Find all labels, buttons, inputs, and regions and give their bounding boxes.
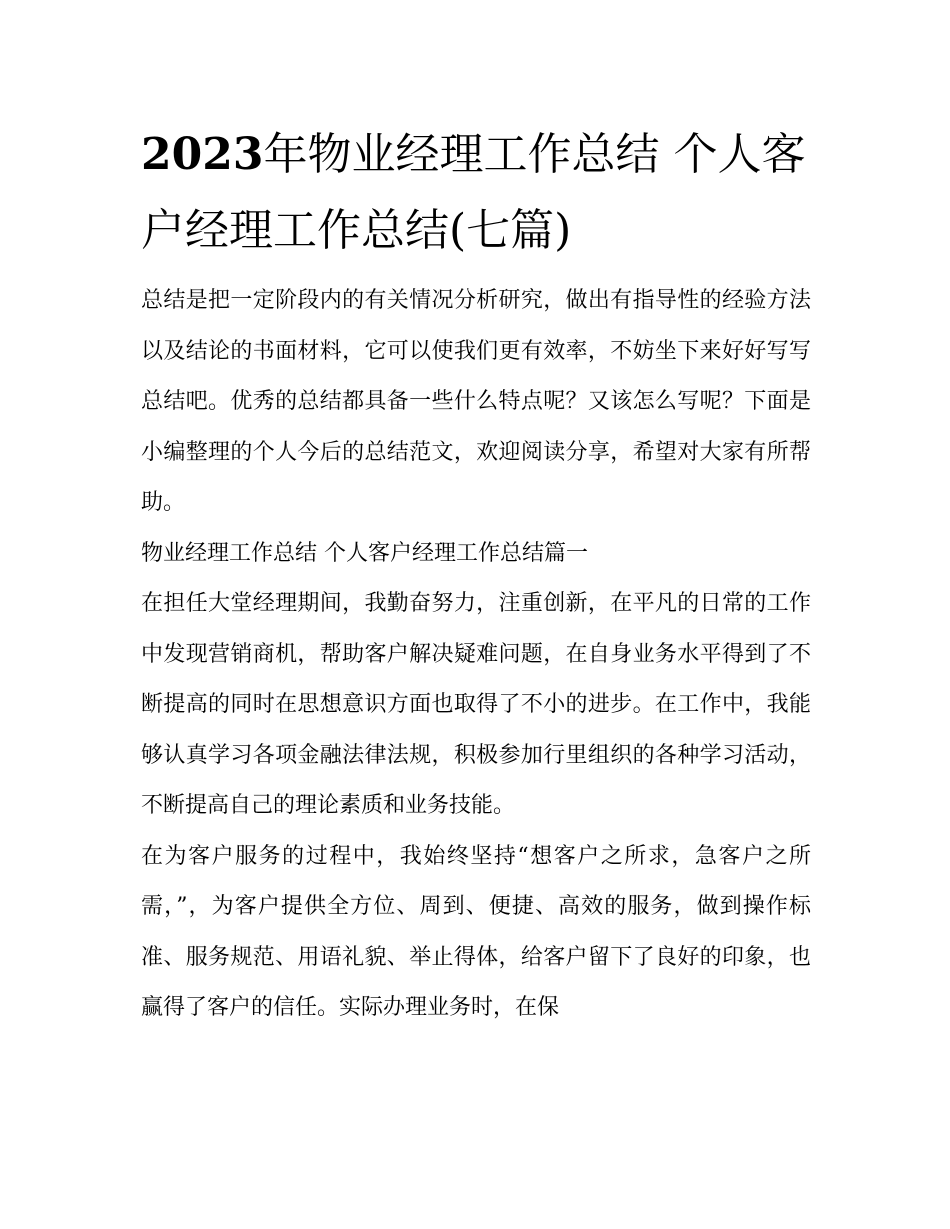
section-heading: 物业经理工作总结 个人客户经理工作总结篇一 bbox=[141, 540, 588, 566]
document-title-year: 2023 bbox=[141, 129, 264, 180]
document-content bbox=[141, 117, 811, 1034]
intro-paragraph: 总结是把一定阶段内的有关情况分析研究，做出有指导性的经验方法以及结论的书面材料，它可以使我们更有效率，不妨坐下来好好写写总结吧。优秀的总结都具备一些什么特点呢？又该怎么写呢？下面是小编整理的个人今后的总结范文，欢迎阅读分享，希望对大家有所帮助。 bbox=[141, 288, 811, 515]
body-paragraph-1: 在担任大堂经理期间，我勤奋努力，注重创新，在平凡的日常的工作中发现营销商机，帮助客户解决疑难问题，在自身业务水平得到了不断提高的同时在思想意识方面也取得了不小的进步。在工作中，我能够认真学习各项金融法律法规，积极参加行里组织的各种学习活动，不断提高自己的理论素质和业务技能。 bbox=[141, 591, 811, 818]
document-title-text: 年物业经理工作总结 个人客户经理工作总结(七篇) bbox=[141, 129, 806, 256]
body-paragraph-2: 在为客户服务的过程中，我始终坚持“想客户之所求，急客户之所需，”，为客户提供全方位、周到、便捷、高效的服务，做到操作标准、服务规范、用语礼貌、举止得体，给客户留下了良好的印象，也赢得了客户的信任。实际办理业务时，在保 bbox=[141, 843, 811, 1020]
document-title bbox=[141, 117, 811, 269]
